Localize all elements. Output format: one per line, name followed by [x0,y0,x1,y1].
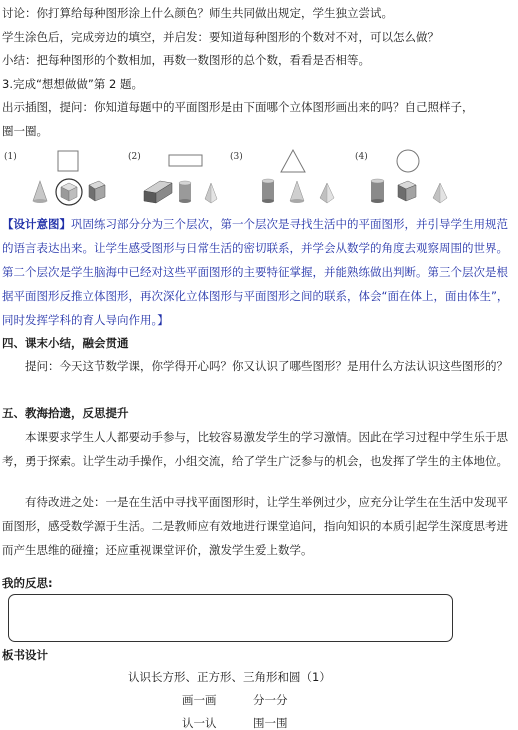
section5-title: 五、教海拾遗，反思提升 [2,406,129,420]
cube-solid-2 [89,181,105,201]
intro-line-3: 小结：把每种图形的个数相加，再数一数图形的总个数，看看是否相等。 [2,53,370,67]
board-item-enclose: 围一围 [253,716,288,730]
design-intent-label: 【设计意图】 [2,217,71,231]
figure-label-4: (4) [355,152,368,162]
cube-solid-3 [398,181,416,201]
section4-title: 四、课末小结，融会贯通 [2,336,129,350]
board-subtitle: 认识长方形、正方形、三角形和圆（1） [128,670,331,684]
design-intent [2,212,515,332]
circle-shape [397,150,419,172]
section5-para1: 本课要求学生人人都要动手参与，比较容易激发学生的学习激情。因此在学习过程中学生乐于思考，勇于探索。让学生动手操作，小组交流，给了学生广泛参与的机会，也发挥了学生的主体地位。 [2,430,508,468]
pyramid-solid-3 [433,183,447,203]
figure-label-2: (2) [128,152,141,162]
figure-label-3: (3) [230,152,243,162]
cube-solid-1 [61,183,77,201]
intro-line-5: 出示插图，提问：你知道每题中的平面图形是由下面哪个立体图形画出来的吗？自己照样子， [2,100,474,114]
pyramid-solid-1 [205,183,217,203]
reflection-box[interactable] [8,594,453,642]
intro-line-4: 3.完成“想想做做”第 2 题。 [2,77,144,91]
figure-label-1: (1) [4,152,17,162]
cuboid-solid [144,181,172,203]
cone-solid-1 [33,181,47,203]
board-item-recognize: 认一认 [182,716,217,730]
intro-line-1: 讨论：你打算给每种图形涂上什么颜色？师生共同做出规定，学生独立尝试。 [2,6,393,20]
cone-solid-2 [290,181,304,203]
cylinder-solid-1 [179,181,191,203]
section4-text: 提问：今天这节数学课，你学得开心吗？你又认识了哪些图形？是用什么方法认识这些图形的？ [25,359,508,373]
board-item-divide: 分一分 [253,693,288,707]
triangle-shape [281,150,305,172]
board-title: 板书设计 [2,648,48,662]
intro-line-6: 圈一圈。 [2,124,48,138]
board-item-draw: 画一画 [182,693,217,707]
cylinder-solid-2 [262,179,274,203]
shapes-figure [0,145,518,207]
reflection-title: 我的反思: [2,576,53,590]
cylinder-solid-3 [371,179,384,203]
rectangle-shape [169,155,202,166]
section5-para2: 有待改进之处：一是在生活中寻找平面图形时，让学生举例过少，应充分让学生在生活中发现平面图形，感受数学源于生活。二是教师应有效地进行课堂追问，指向知识的本质引起学生深度思考进而产生思维的碰撞；还应重视课堂评价，激发学生爱上数学。 [2,495,508,557]
pyramid-solid-2 [320,183,334,203]
intro-line-2: 学生涂色后，完成旁边的填空，并启发：要知道每种图形的个数对不对，可以怎么做？ [2,30,439,44]
design-intent-text: 巩固练习部分分为三个层次，第一个层次是寻找生活中的平面图形，并引导学生用规范的语言表达出来。让学生感受图形与日常生活的密切联系，并学会从数学的角度去观察周围的世界。第二个层次是学生脑海中已经对这些平面图形的主要特征掌握，并能熟练做出判断。第三个层次是根据平面图形反推立体图形，再次深化立体图形与平面图形之间的联系，体会“面在体上，面由体生”，同时发挥学科的育人导向作用。】 [2,217,509,327]
square-shape [58,151,78,171]
